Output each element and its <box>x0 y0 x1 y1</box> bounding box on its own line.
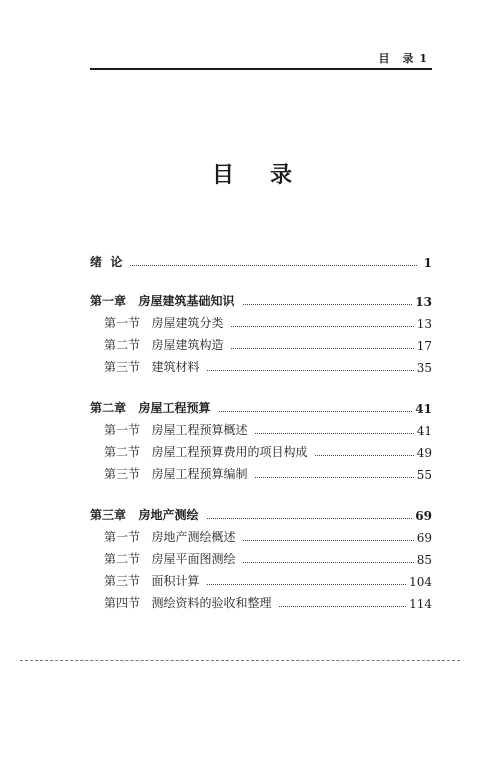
toc-entry-label: 第二节 房屋工程预算费用的项目构成 <box>104 445 308 459</box>
dot-leader <box>231 326 413 327</box>
toc-page-number: 13 <box>415 295 432 309</box>
toc-page-number: 55 <box>416 468 432 482</box>
toc-page-number: 1 <box>423 256 432 270</box>
toc-page-number: 41 <box>415 402 432 416</box>
spacer <box>90 482 432 501</box>
toc-page-number: 35 <box>416 361 432 375</box>
toc-section[interactable] <box>90 545 432 567</box>
toc-page-number: 104 <box>409 575 432 589</box>
toc-entry-label: 第二章 房屋工程预算 <box>90 401 211 415</box>
dot-leader <box>207 518 413 519</box>
toc-intro[interactable] <box>90 248 432 270</box>
toc-entry-label: 第一节 房屋建筑分类 <box>104 316 224 330</box>
toc-section[interactable] <box>90 353 432 375</box>
toc-chapter[interactable] <box>90 394 432 416</box>
toc-section[interactable] <box>90 523 432 545</box>
dot-leader <box>207 370 413 371</box>
toc-entry-label: 第四节 测绘资料的验收和整理 <box>104 596 272 610</box>
dot-leader <box>243 562 413 563</box>
toc-section[interactable] <box>90 567 432 589</box>
toc-entry-label: 第三节 房屋工程预算编制 <box>104 467 248 481</box>
toc-chapter[interactable] <box>90 501 432 523</box>
toc-page-number: 69 <box>415 509 432 523</box>
toc-section[interactable] <box>90 309 432 331</box>
dot-leader <box>207 584 406 585</box>
toc-page-number: 49 <box>416 446 432 460</box>
dot-leader <box>279 606 406 607</box>
toc-page-number: 69 <box>416 531 432 545</box>
page-title: 目录 <box>211 162 328 188</box>
table-of-contents <box>90 248 432 611</box>
dot-leader <box>315 455 413 456</box>
toc-entry-label: 第二节 房屋建筑构造 <box>104 338 224 352</box>
dot-leader <box>243 304 413 305</box>
toc-entry-label: 第三节 面积计算 <box>104 574 200 588</box>
toc-section[interactable] <box>90 331 432 353</box>
toc-page-number: 17 <box>416 339 432 353</box>
toc-entry-label: 第一章 房屋建筑基础知识 <box>90 294 235 308</box>
footer-rule <box>20 660 460 661</box>
toc-section[interactable] <box>90 416 432 438</box>
toc-section[interactable] <box>90 460 432 482</box>
toc-section[interactable] <box>90 438 432 460</box>
dot-leader <box>255 477 413 478</box>
dot-leader <box>219 411 413 412</box>
toc-page-number: 85 <box>416 553 432 567</box>
toc-chapter[interactable] <box>90 287 432 309</box>
toc-entry-label: 第一节 房地产测绘概述 <box>104 530 236 544</box>
toc-entry-label: 第一节 房屋工程预算概述 <box>104 423 248 437</box>
toc-section[interactable] <box>90 589 432 611</box>
toc-entry-label: 第三节 建筑材料 <box>104 360 200 374</box>
toc-page-number: 13 <box>416 317 432 331</box>
toc-entry-label: 绪 论 <box>90 255 123 269</box>
dot-leader <box>231 348 413 349</box>
toc-entry-label: 第二节 房屋平面图测绘 <box>104 552 236 566</box>
spacer <box>90 375 432 394</box>
dot-leader <box>130 265 417 266</box>
running-header <box>90 48 432 70</box>
running-header-text: 目 录 1 <box>378 52 428 65</box>
spacer <box>90 270 432 287</box>
dot-leader <box>255 433 413 434</box>
toc-entry-label: 第三章 房地产测绘 <box>90 508 199 522</box>
toc-page-number: 41 <box>416 424 432 438</box>
dot-leader <box>243 540 413 541</box>
toc-page-number: 114 <box>409 597 432 611</box>
